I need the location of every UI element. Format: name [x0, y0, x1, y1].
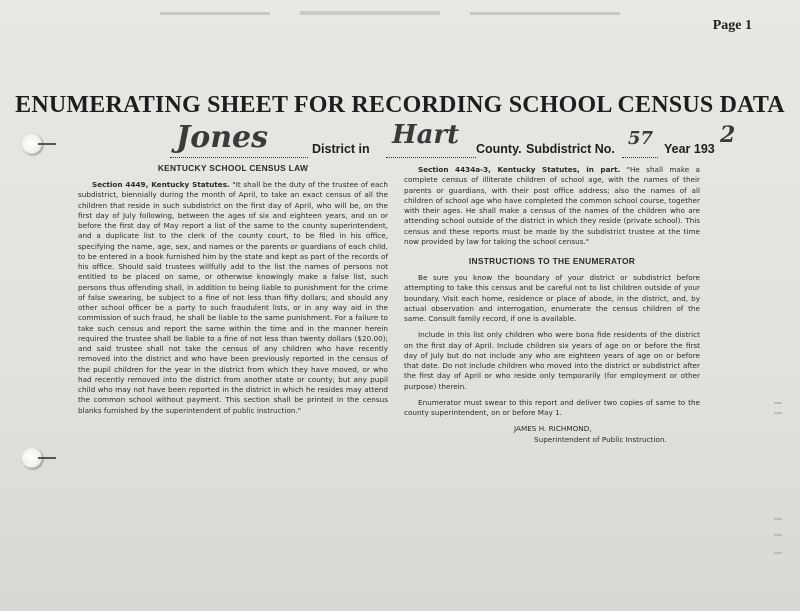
- page-number: Page 1: [712, 18, 752, 33]
- instruction-boundary: Be sure you know the boundary of your district or subdistrict before attempting to take this census and be careful not to list children outside of your boundary. Visit each home, residence or place of abode, in the district, and, by actual observation and interrogation, enumerate the census children of the same. Consult family record, if one is available.: [404, 273, 700, 323]
- handwritten-subdistrict: 57: [628, 128, 654, 149]
- section-4434a-paragraph: [404, 165, 700, 247]
- census-law-column: [78, 163, 388, 416]
- section-4449-citation: Section 4449, Kentucky Statutes.: [92, 180, 230, 189]
- year-label: Year 193: [664, 142, 715, 156]
- section-4434a-citation: Section 4434a-3, Kentucky Statutes, in part.: [418, 165, 621, 174]
- county-line: [386, 157, 476, 159]
- handwritten-county: Hart: [392, 120, 460, 150]
- margin-bleed-marks: [768, 400, 792, 570]
- district-label: District in: [312, 142, 370, 156]
- instruction-eligibility: Include in this list only children who were bona fide residents of the district on the first day of April. Include children six years of age on or before the first day of July but do not include any who are eighteen years of age on or before that date. Do not include children who moved into the district or subdistrict after the first day of April or who reside only temporarily (for employment or other purpose) therein.: [404, 330, 700, 391]
- binder-hole-line: [38, 457, 56, 459]
- binder-hole-line: [38, 143, 56, 145]
- section-4449-paragraph: [78, 180, 388, 416]
- bleed-through-text: [150, 6, 650, 22]
- subdistrict-label: Subdistrict No.: [526, 142, 615, 156]
- signature-name: JAMES H. RICHMOND,: [514, 424, 592, 434]
- instructions-heading: INSTRUCTIONS TO THE ENUMERATOR: [468, 256, 636, 266]
- census-law-heading: KENTUCKY SCHOOL CENSUS LAW: [157, 163, 309, 173]
- section-4449-text: "It shall be the duty of the trustee of each subdistrict, biennially during the month of April, to take an exact census of all the children that reside in such subdistrict on the first day of April, who will be, on the first day of July following, between the ages of six and eighteen years, and on or before the first day of May report a list of the same to the county superintendent, and a duplicate list to the clerk of the county court, to be filed in his office, specifying the name, age, sex, and names or the parents or guardians of each child, to be entered in a book furnished him by the state and kept as part of the records of his office. Should said trustees willfully add to the list the names of persons not entitled to be placed on same, or otherwise knowingly make a false list, such persons thus offending shall, in addition to being liable to punishment for the crime of false swearing, be subject to a fine of not less than fifty dollars; and should any other school officer be a party to such fraudulent lists, or in any way aid in the commission of such fraud, he shall be liable to the same punishment. For a failure to take such census and report the same within the time and in the manner herein required the trustee shall be liable to a fine of not less than twenty dollars ($20.00); and said trustee shall not take the census of any children who have recently removed into the district and who have been previously reported in the census of the pupil children for the year in the district from which they have moved, or who had recently removed into the district from another state or county; but any pupil child who may not have been reported in the district in which he resides may attend the common school without payment. This section shall be printed in the census blanks furnished by the superintendent of public instruction.": [78, 180, 389, 415]
- handwritten-year: 2: [720, 122, 736, 148]
- section-4434a-text: "He shall make a complete census of illiterate children of school age, with the names of their parents or guardians, with their post office address; also the names of all children of school age who have completed the common school course, together with their ages. He shall make a census of the names of the children who are attending school outside of the district in which they reside (private school). This census and these reports must be made by the subdistrict trustee at the time now provided by law for taking the school census.": [404, 165, 700, 246]
- signature-block: [404, 424, 700, 445]
- district-name-line: [170, 157, 308, 159]
- county-label: County.: [476, 142, 522, 156]
- header-fields: [170, 120, 736, 168]
- instruction-deadline: Enumerator must swear to this report and deliver two copies of same to the county superintendent, on or before May 1.: [404, 397, 700, 417]
- signature-title: Superintendent of Public Instruction.: [534, 434, 667, 444]
- sheet-title: ENUMERATING SHEET FOR RECORDING SCHOOL CENSUS DATA: [15, 92, 785, 118]
- handwritten-district-name: Jones: [176, 120, 268, 155]
- subdistrict-line: [622, 157, 658, 159]
- instructions-column: [404, 165, 700, 445]
